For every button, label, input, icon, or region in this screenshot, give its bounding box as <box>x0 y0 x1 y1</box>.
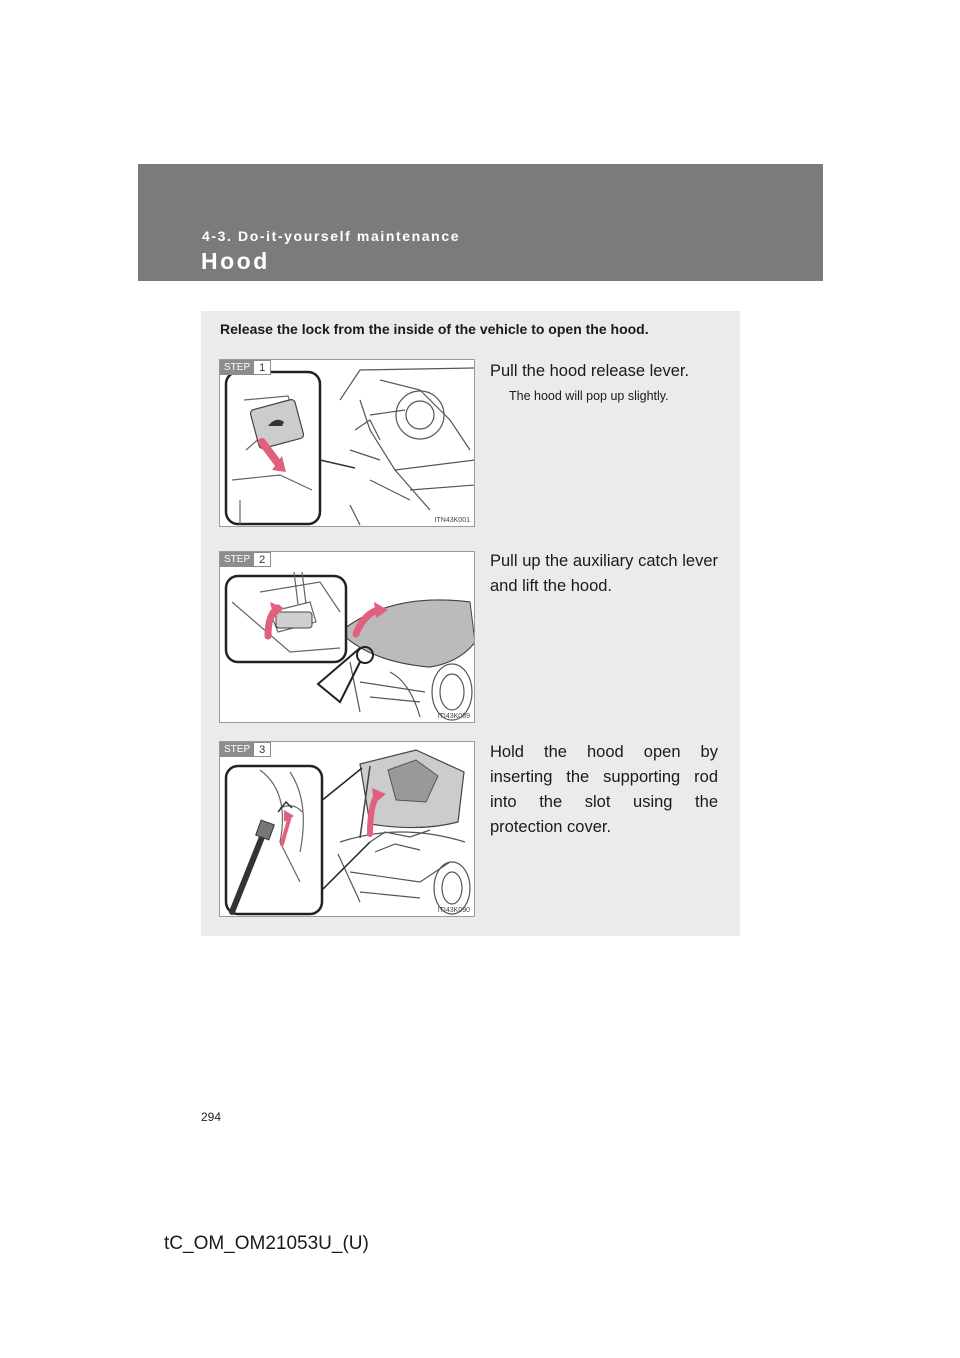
step-badge-number: 2 <box>254 552 271 567</box>
step-1-text: Pull the hood release lever. <box>490 362 690 380</box>
section-header <box>138 164 823 281</box>
document-code: tC_OM_OM21053U_(U) <box>164 1233 369 1254</box>
step-badge-label: STEP <box>220 552 254 567</box>
figure-code: ITI43K089 <box>437 713 470 720</box>
step-3-badge <box>220 742 271 757</box>
step-badge-label: STEP <box>220 360 254 375</box>
step-1-figure <box>219 359 475 527</box>
page-number: 294 <box>201 1110 222 1124</box>
page-title: Hood <box>201 248 270 274</box>
hood-release-lever-illustration <box>220 360 475 527</box>
step-badge-number: 3 <box>254 742 271 757</box>
step-badge-label: STEP <box>220 742 254 757</box>
figure-code: ITI43K090 <box>437 907 470 914</box>
step-3-figure <box>219 741 475 917</box>
step-2-text: Pull up the auxiliary catch lever and lift the hood. <box>490 552 718 595</box>
step-1-note: The hood will pop up slightly. <box>509 389 669 403</box>
auxiliary-catch-illustration <box>220 552 475 723</box>
step-badge-number: 1 <box>254 360 271 375</box>
section-label: 4-3. Do-it-yourself maintenance <box>202 228 461 244</box>
step-2-figure <box>219 551 475 723</box>
step-1-badge <box>220 360 271 375</box>
step-3-text: Hold the hood open by inserting the supporting rod into the slot using the protection cover. <box>490 743 718 836</box>
instruction-panel <box>201 311 740 936</box>
figure-code: ITN43K001 <box>434 517 470 524</box>
intro-text: Release the lock from the inside of the vehicle to open the hood. <box>220 321 649 337</box>
support-rod-illustration <box>220 742 475 917</box>
step-2-badge <box>220 552 271 567</box>
